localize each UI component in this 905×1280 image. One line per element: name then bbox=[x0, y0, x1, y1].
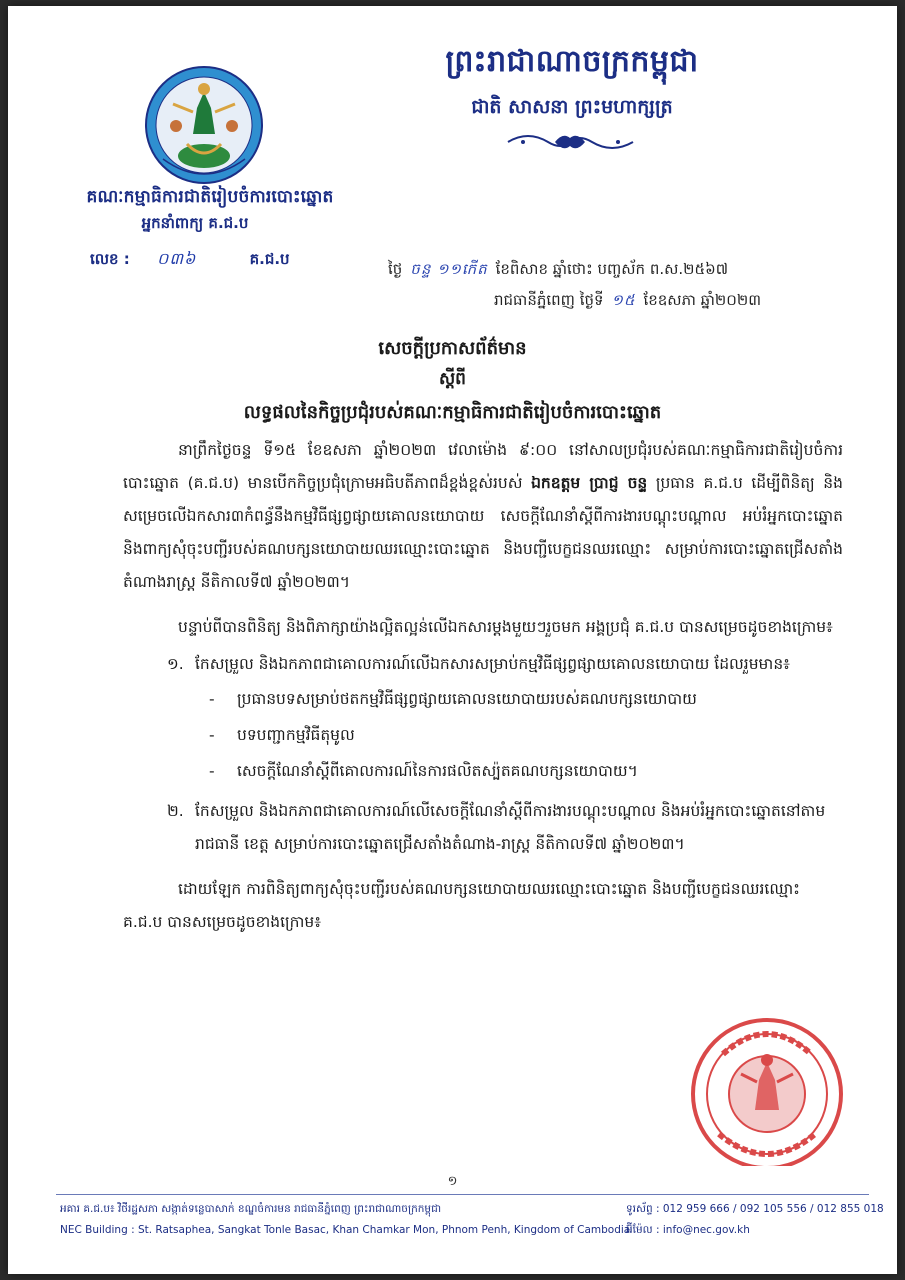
list-item-text: សេចក្តីណែនាំស្តីពីគោលការណ៍នៃការផលិតស្ប៉តគណបក្សនយោបាយ។ bbox=[237, 762, 638, 780]
lunar-date-prefix: ថ្ងៃ bbox=[388, 260, 403, 278]
national-motto: ជាតិ សាសនា ព្រះមហាក្សត្រ bbox=[471, 96, 673, 118]
reference-value: ០៣៦ bbox=[157, 249, 197, 268]
decision-item-2 bbox=[123, 795, 843, 861]
page-number: ១ bbox=[447, 1174, 458, 1189]
list-item-text: ប្រធានបទសម្រាប់ថតកម្មវិធីផ្សព្វផ្សាយគោលនយោបាយរបស់គណបក្សនយោបាយ bbox=[237, 690, 697, 708]
footer-address-khmer: អគារ គ.ជ.ប៖ វិថីរដ្ឋសភា សង្កាត់ទន្លេបាសាក់ ខណ្ឌចំការមន រាជធានីភ្នំពេញ ព្រះរាជាណាចក្រកម្ពុជា bbox=[60, 1203, 442, 1215]
footer-contact bbox=[626, 1199, 884, 1241]
list-item: - សេចក្តីណែនាំស្តីពីគោលការណ៍នៃការផលិតស្ប៉តគណបក្សនយោបាយ។ bbox=[209, 762, 638, 780]
lunar-date bbox=[388, 260, 728, 282]
item-text: កែសម្រួល និងឯកភាពជាគោលការណ៍លើឯកសារសម្រាប់កម្មវិធីផ្សព្វផ្សាយគោលនយោបាយ ដែលរួមមាន៖ bbox=[195, 655, 790, 673]
bullet-list bbox=[123, 681, 843, 789]
footer-phone: ទូរស័ព្ទ : 012 959 666 / 092 105 556 / 012 855 018 bbox=[626, 1203, 884, 1215]
list-item: - ប្រធានបទសម្រាប់ថតកម្មវិធីផ្សព្វផ្សាយគោលនយោបាយរបស់គណបក្សនយោបាយ bbox=[209, 690, 697, 708]
paragraph-intro-part1: នាព្រឹកថ្ងៃចន្ទ ទី១៥ ខែឧសភា ឆ្នាំ២០២៣ វេលាម៉ោង ៩:០០ នៅសាលប្រជុំរបស់គណៈកម្មាធិការជាតិរៀបចំការបោះឆ្នោត (គ.ជ.ប) មានបើកកិច្ចប្រជុំក្រោមអធិបតីភាពដ៏ខ្ពង់ខ្ពស់របស់ bbox=[123, 441, 843, 492]
kingdom-title: ព្រះរាជាណាចក្រកម្ពុជា bbox=[445, 44, 699, 79]
official-red-seal bbox=[663, 1014, 851, 1166]
item-number: ២. bbox=[167, 802, 184, 820]
nec-emblem-logo bbox=[143, 64, 265, 186]
document-page bbox=[8, 6, 897, 1274]
footer-email[interactable]: អ៊ីម៉ែល : info@nec.gov.kh bbox=[626, 1224, 750, 1236]
reference-label: លេខ : bbox=[90, 250, 130, 268]
footer-address bbox=[60, 1199, 630, 1241]
solar-date-suffix: ខែឧសភា ឆ្នាំ២០២៣ bbox=[643, 291, 762, 309]
document-body bbox=[123, 434, 843, 939]
spokesperson-label: អ្នកនាំពាក្យ គ.ជ.ប bbox=[141, 214, 249, 232]
reference-number bbox=[90, 248, 290, 272]
paragraph-intro-part2: ប្រធាន គ.ជ.ប ដើម្បីពិនិត្យ និងសម្រេចលើឯកសារ៣កំពន្ធ័នឹងកម្មវិធីផ្សព្វផ្សាយគោលនយោបាយ សេចក្តីណែនាំស្តីពីការងារបណ្តុះបណ្តាល អប់រំអ្នកបោះឆ្នោត និងពាក្យសុំចុះបញ្ជីរបស់គណបក្សនយោបាយឈរឈ្មោះបោះឆ្នោត និងបញ្ជីបេក្ខជនឈរឈ្មោះ សម្រាប់ការបោះឆ្នោតជ្រើសតាំងតំណាងរាស្ត្រ នីតិកាលទី៧ ឆ្នាំ២០២៣។ bbox=[123, 474, 843, 591]
list-item-text: បទបញ្ជាកម្មវិធីតុមូល bbox=[237, 726, 355, 744]
solar-date-prefix: រាជធានីភ្នំពេញ ថ្ងៃទី bbox=[494, 291, 604, 309]
paragraph-decision: បន្ទាប់ពីបានពិនិត្យ និងពិភាក្សាយ៉ាងល្អិតល្អន់លើឯកសារម្តងមួយៗរួចមក អង្គប្រជុំ គ.ជ.ប បានសម្រេចដូចខាងក្រោម៖ bbox=[178, 618, 833, 636]
paragraph-intro bbox=[123, 434, 843, 599]
solar-date bbox=[494, 291, 761, 313]
lunar-date-handwritten: ចន្ទ ១១កើត bbox=[410, 260, 488, 278]
decision-item-1 bbox=[123, 648, 843, 681]
announcement-regarding: ស្តីពី bbox=[439, 369, 466, 389]
solar-date-handwritten: ១៥ bbox=[611, 291, 636, 309]
chairman-name: ឯកឧត្តម ប្រាជ្ញ ចន្ទ bbox=[531, 474, 648, 492]
announcement-subject: លទ្ធផលនៃកិច្ចប្រជុំរបស់គណៈកម្មាធិការជាតិរៀបចំការបោះឆ្នោត bbox=[243, 402, 662, 423]
footer-divider bbox=[56, 1194, 869, 1195]
decorative-flourish-icon bbox=[503, 128, 638, 160]
reference-code: គ.ជ.ប bbox=[249, 250, 290, 268]
lunar-date-suffix: ខែពិសាខ ឆ្នាំថោះ បញ្ចស័ក ព.ស.២៥៦៧ bbox=[495, 260, 729, 278]
announcement-title: សេចក្តីប្រកាសព័ត៌មាន bbox=[378, 338, 527, 359]
footer-address-english: NEC Building : St. Ratsaphea, Sangkat Tonle Basac, Khan Chamkar Mon, Phnom Penh, Kingdom of Cambodia bbox=[60, 1224, 631, 1236]
item-number: ១. bbox=[167, 655, 184, 673]
paragraph-registration: ដោយឡែក ការពិនិត្យពាក្យសុំចុះបញ្ជីរបស់គណបក្សនយោបាយឈរឈ្មោះបោះឆ្នោត និងបញ្ជីបេក្ខជនឈរឈ្មោះ គ.ជ.ប បានសម្រេចដូចខាងក្រោម៖ bbox=[123, 880, 800, 931]
list-item: - បទបញ្ជាកម្មវិធីតុមូល bbox=[209, 726, 355, 744]
organization-name: គណៈកម្មាធិការជាតិរៀបចំការបោះឆ្នោត bbox=[86, 187, 334, 207]
item-text: កែសម្រួល និងឯកភាពជាគោលការណ៍លើសេចក្តីណែនាំស្តីពីការងារបណ្តុះបណ្តាល និងអប់រំអ្នកបោះឆ្នោតនៅតាមរាជធានី ខេត្ត សម្រាប់ការបោះឆ្នោតជ្រើសតាំងតំណាង-រាស្ត្រ នីតិកាលទី៧ ឆ្នាំ២០២៣។ bbox=[195, 802, 826, 853]
